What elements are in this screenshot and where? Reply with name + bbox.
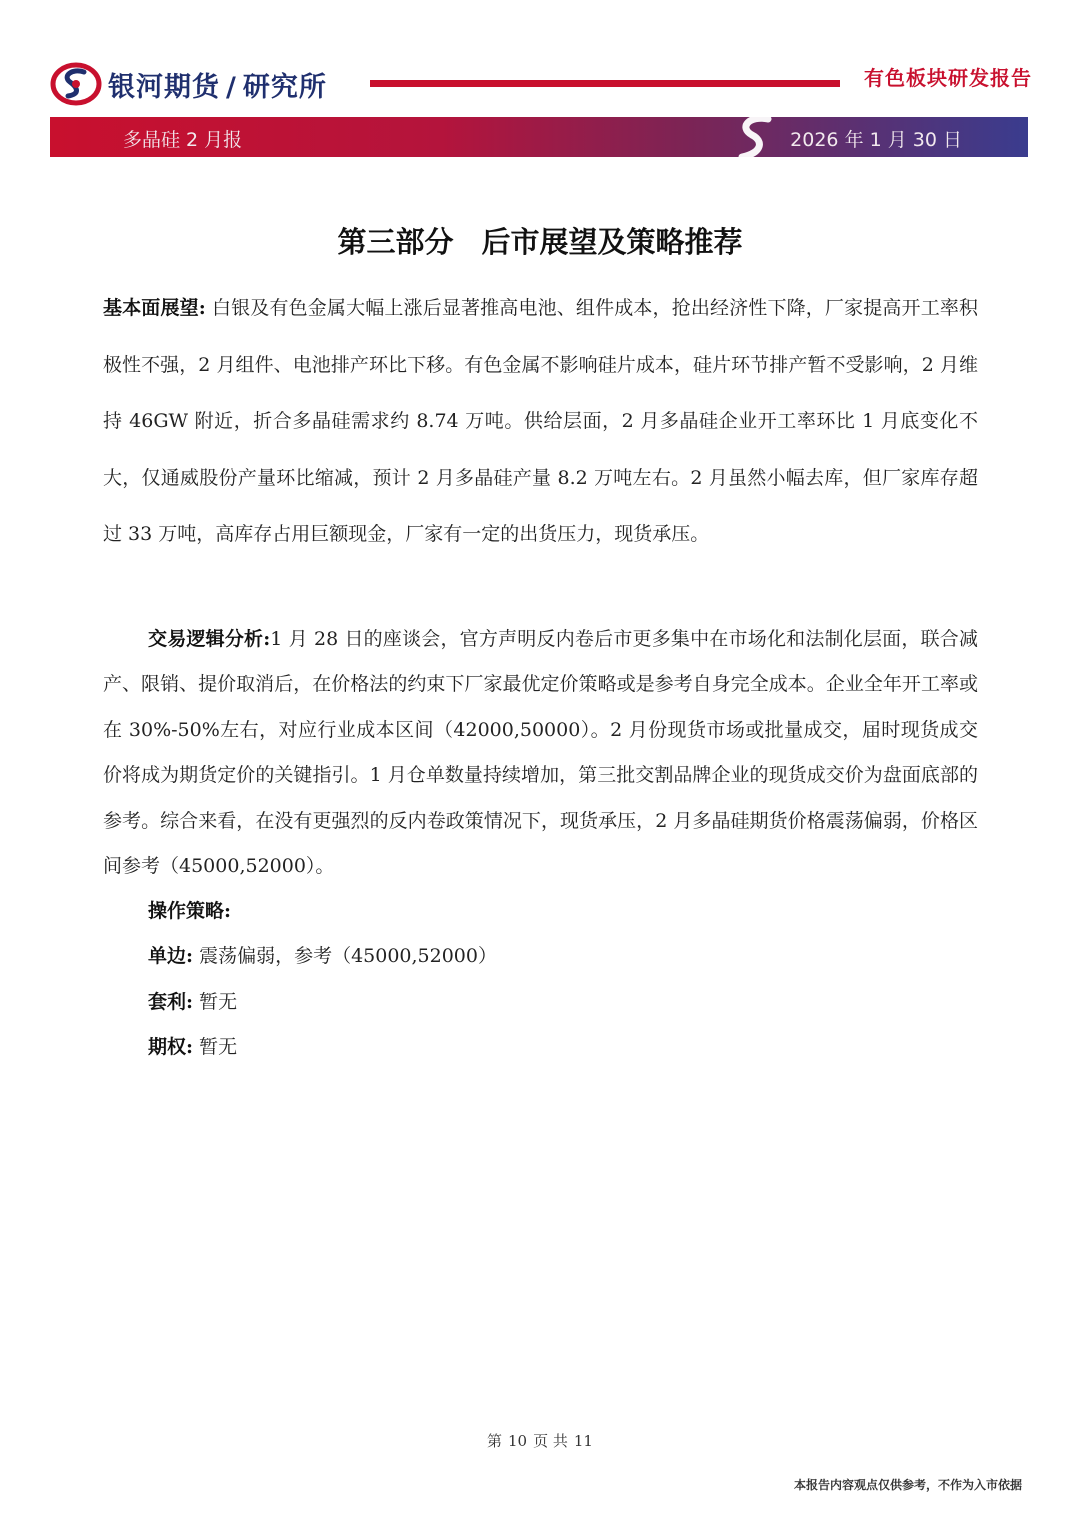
strategy-arbitrage — [148, 980, 497, 1025]
arbitrage-value: 暂无 — [199, 990, 238, 1013]
galaxy-logo-icon — [50, 62, 102, 106]
page-prefix: 第 — [487, 1432, 503, 1450]
swoosh-icon — [732, 113, 778, 161]
section-number: 第三部分 — [337, 225, 454, 259]
logo-slash: / — [226, 71, 237, 103]
fundamentals-label: 基本面展望: — [103, 297, 206, 319]
section-heading: 后市展望及策略推荐 — [481, 225, 743, 259]
page-mid: 页 共 — [533, 1432, 568, 1450]
banner-report-name: 多晶硅 2 月报 — [123, 129, 243, 151]
disclaimer: 本报告内容观点仅供参考，不作为入市依据 — [793, 1478, 1022, 1492]
arbitrage-label: 套利: — [148, 990, 194, 1013]
logo-unit-name: 研究所 — [242, 71, 327, 103]
header-banner — [50, 117, 1028, 157]
options-value: 暂无 — [199, 1036, 238, 1059]
logo-company-name: 银河期货 — [108, 71, 220, 103]
trading-logic-text: 1 月 28 日的座谈会，官方声明反内卷后市更多集中在市场化和法制化层面，联合减产、限销、提价取消后，在价格法的约束下厂家最优定价策略或是参考自身完全成本。企业全年开工率或在 30%-50%左右，对应行业成本区间（42000,50000）。2 月份现货市场或批量成交，届时现货成交价将成为期货定价的关键指引。1 月仓单数量持续增加，第三批交割品牌企业的现货成交价为盘面底部的参考。综合来看，在没有更强烈的反内卷政策情况下，现货承压，2 月多晶硅期货价格震荡偏弱，价格区间参考（45000,52000）。 — [103, 628, 979, 878]
strategy-options — [148, 1025, 497, 1070]
banner-date: 2026 年 1 月 30 日 — [790, 129, 962, 151]
page-total: 11 — [573, 1432, 593, 1450]
company-logo — [50, 62, 350, 106]
strategy-unilateral — [148, 934, 497, 979]
fundamentals-paragraph — [103, 280, 978, 563]
strategy-block — [148, 889, 497, 1071]
logo-text — [108, 65, 327, 104]
page-current: 10 — [508, 1432, 528, 1450]
page-number — [0, 1430, 1080, 1451]
trading-logic-label: 交易逻辑分析: — [148, 628, 271, 650]
strategy-heading — [148, 889, 497, 934]
options-label: 期权: — [148, 1036, 194, 1059]
section-title — [0, 220, 1080, 261]
unilateral-label: 单边: — [148, 945, 194, 968]
header-rule — [370, 80, 840, 87]
trading-logic-paragraph — [103, 617, 978, 889]
unilateral-value: 震荡偏弱，参考（45000,52000） — [199, 945, 497, 968]
strategy-heading-label: 操作策略: — [148, 900, 232, 922]
fundamentals-text: 白银及有色金属大幅上涨后显著推高电池、组件成本，抢出经济性下降，厂家提高开工率积极性不强，2 月组件、电池排产环比下移。有色金属不影响硅片成本，硅片环节排产暂不受影响，2 月维持 46GW 附近，折合多晶硅需求约 8.74 万吨。供给层面，2 月多晶硅企业开工率环比 1 月底变化不大，仅通威股份产量环比缩减，预计 2 月多晶硅产量 8.2 万吨左右。2 月虽然小幅去库，但厂家库存超过 33 万吨，高库存占用巨额现金，厂家有一定的出货压力，现货承压。 — [103, 297, 979, 546]
report-type: 有色板块研发报告 — [864, 66, 1032, 90]
